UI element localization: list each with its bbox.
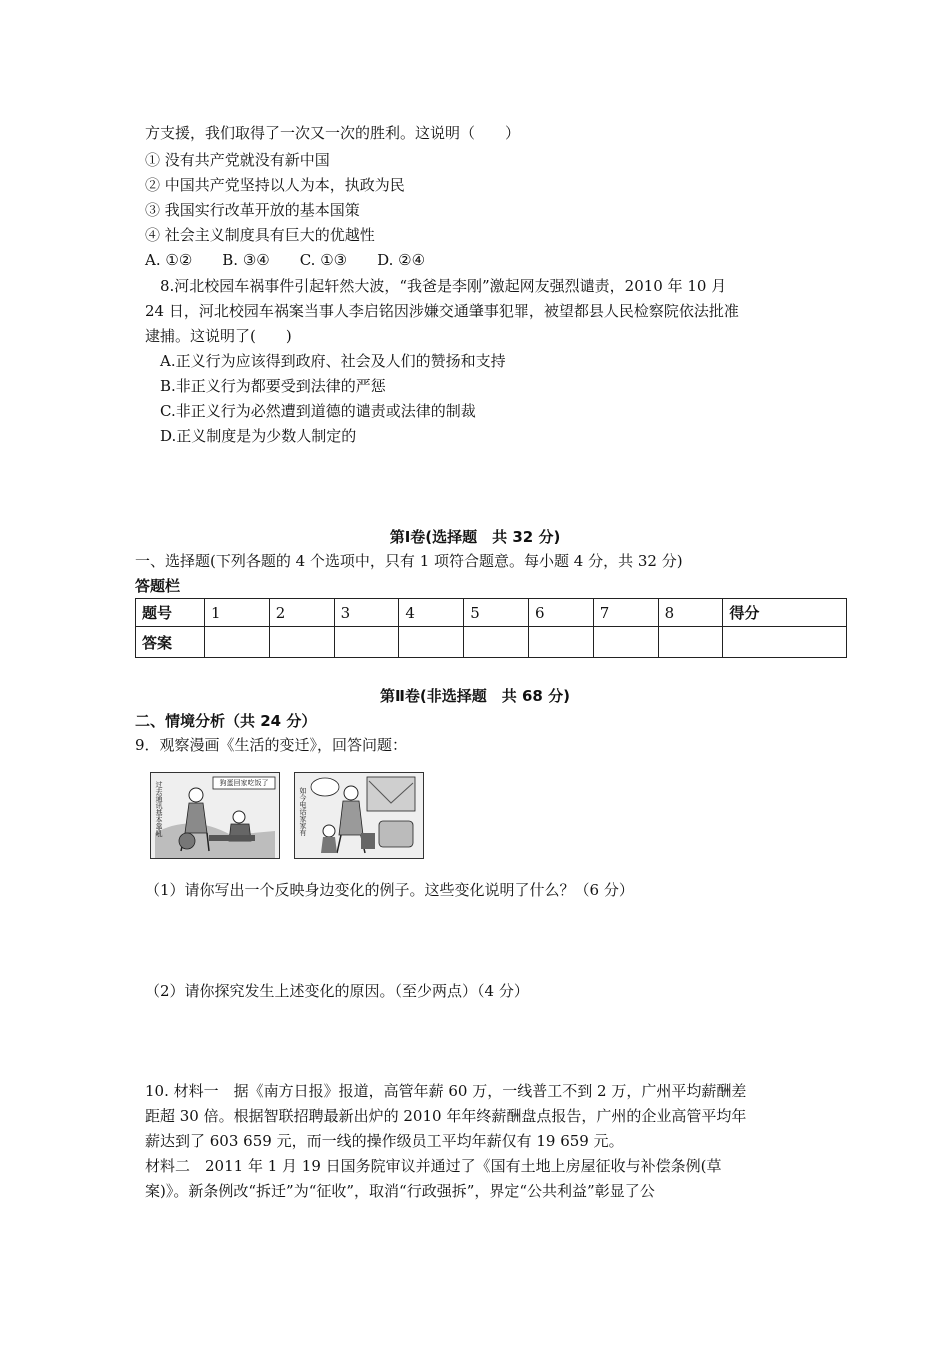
- q7-item-2: ② 中国共产党坚持以人为本，执政为民: [145, 176, 405, 194]
- comic-present-caption: 如今电话家家有: [299, 787, 307, 836]
- answer-blank-7[interactable]: [593, 627, 658, 658]
- table-cell-4: 4: [399, 599, 464, 627]
- q9-sub-question-1: （1）请你写出一个反映身边变化的例子。这些变化说明了什么？（6 分）: [145, 881, 634, 899]
- table-cell-5: 5: [464, 599, 529, 627]
- table-cell-answer-label: 答案: [136, 627, 205, 658]
- comic-present-illustration: [295, 773, 423, 858]
- q7-item-4: ④ 社会主义制度具有巨大的优越性: [145, 226, 375, 244]
- table-cell-score: 得分: [723, 599, 847, 627]
- q10-line-4: 材料二 2011 年 1 月 19 日国务院审议并通过了《国有土地上房屋征收与补偿条例(草: [145, 1157, 722, 1175]
- table-cell-1: 1: [205, 599, 270, 627]
- q8-stem-line-1: 8.河北校园车祸事件引起轩然大波，“我爸是李刚”激起网友强烈谴责，2010 年 10 月: [160, 277, 727, 295]
- part1-instruction: 一、选择题(下列各题的 4 个选项中，只有 1 项符合题意。每小题 4 分，共 32 分): [135, 552, 683, 570]
- score-blank[interactable]: [723, 627, 847, 658]
- q8-option-c: C.非正义行为必然遭到道德的谴责或法律的制裁: [160, 402, 476, 420]
- comic-past-caption: 过去通讯基本靠吼: [155, 781, 163, 837]
- part2-title: 第Ⅱ卷(非选择题 共 68 分): [380, 687, 570, 705]
- comic-panel-past: [150, 772, 280, 859]
- comic-past-bubble: 狗蛋回家吃饭了: [219, 779, 269, 787]
- q10-line-2: 距超 30 倍。根据智联招聘最新出炉的 2010 年年终薪酬盘点报告，广州的企业高管平均年: [145, 1107, 747, 1125]
- table-cell-question-no: 题号: [136, 599, 205, 627]
- answer-blank-3[interactable]: [334, 627, 399, 658]
- answer-bar-label: 答题栏: [135, 577, 181, 595]
- answer-table-header-row: [136, 599, 847, 627]
- q10-line-5: 案)》。新条例改“拆迁”为“征收”，取消“行政强拆”，界定“公共利益”彰显了公: [145, 1182, 655, 1200]
- q8-stem-line-3: 逮捕。这说明了( ): [145, 327, 292, 345]
- table-cell-3: 3: [334, 599, 399, 627]
- answer-blank-1[interactable]: [205, 627, 270, 658]
- q7-item-3: ③ 我国实行改革开放的基本国策: [145, 201, 360, 219]
- answer-blank-2[interactable]: [269, 627, 334, 658]
- q8-stem-line-2: 24 日，河北校园车祸案当事人李启铭因涉嫌交通肇事犯罪，被望都县人民检察院依法批准: [145, 302, 739, 320]
- q8-option-d: D.正义制度是为少数人制定的: [160, 427, 357, 445]
- part2-section-title: 二、情境分析（共 24 分）: [135, 712, 317, 730]
- q10-line-3: 薪达到了 603 659 元，而一线的操作级员工平均年薪仅有 19 659 元。: [145, 1132, 624, 1150]
- q8-option-b: B.非正义行为都要受到法律的严惩: [160, 377, 386, 395]
- table-cell-8: 8: [658, 599, 723, 627]
- table-cell-6: 6: [528, 599, 593, 627]
- answer-table: [135, 598, 847, 658]
- q9-stem: 9．观察漫画《生活的变迁》，回答问题：: [135, 736, 408, 754]
- answer-blank-5[interactable]: [464, 627, 529, 658]
- q9-sub-question-2: （2）请你探究发生上述变化的原因。（至少两点）（4 分）: [145, 982, 529, 1000]
- q7-stem-tail: 方支援，我们取得了一次又一次的胜利。这说明（ ）: [145, 124, 521, 142]
- table-cell-7: 7: [593, 599, 658, 627]
- answer-blank-6[interactable]: [528, 627, 593, 658]
- part1-title: 第Ⅰ卷(选择题 共 32 分): [389, 528, 561, 546]
- table-cell-2: 2: [269, 599, 334, 627]
- answer-table-answer-row: [136, 627, 847, 658]
- answer-blank-4[interactable]: [399, 627, 464, 658]
- q7-item-1: ① 没有共产党就没有新中国: [145, 151, 330, 169]
- comic-panel-present: [294, 772, 424, 859]
- q7-options: A. ①② B. ③④ C. ①③ D. ②④: [145, 251, 426, 269]
- answer-blank-8[interactable]: [658, 627, 723, 658]
- q10-line-1: 10. 材料一 据《南方日报》报道，高管年薪 60 万，一线普工不到 2 万，广州平均薪酬差: [145, 1082, 747, 1100]
- q8-option-a: A.正义行为应该得到政府、社会及人们的赞扬和支持: [160, 352, 506, 370]
